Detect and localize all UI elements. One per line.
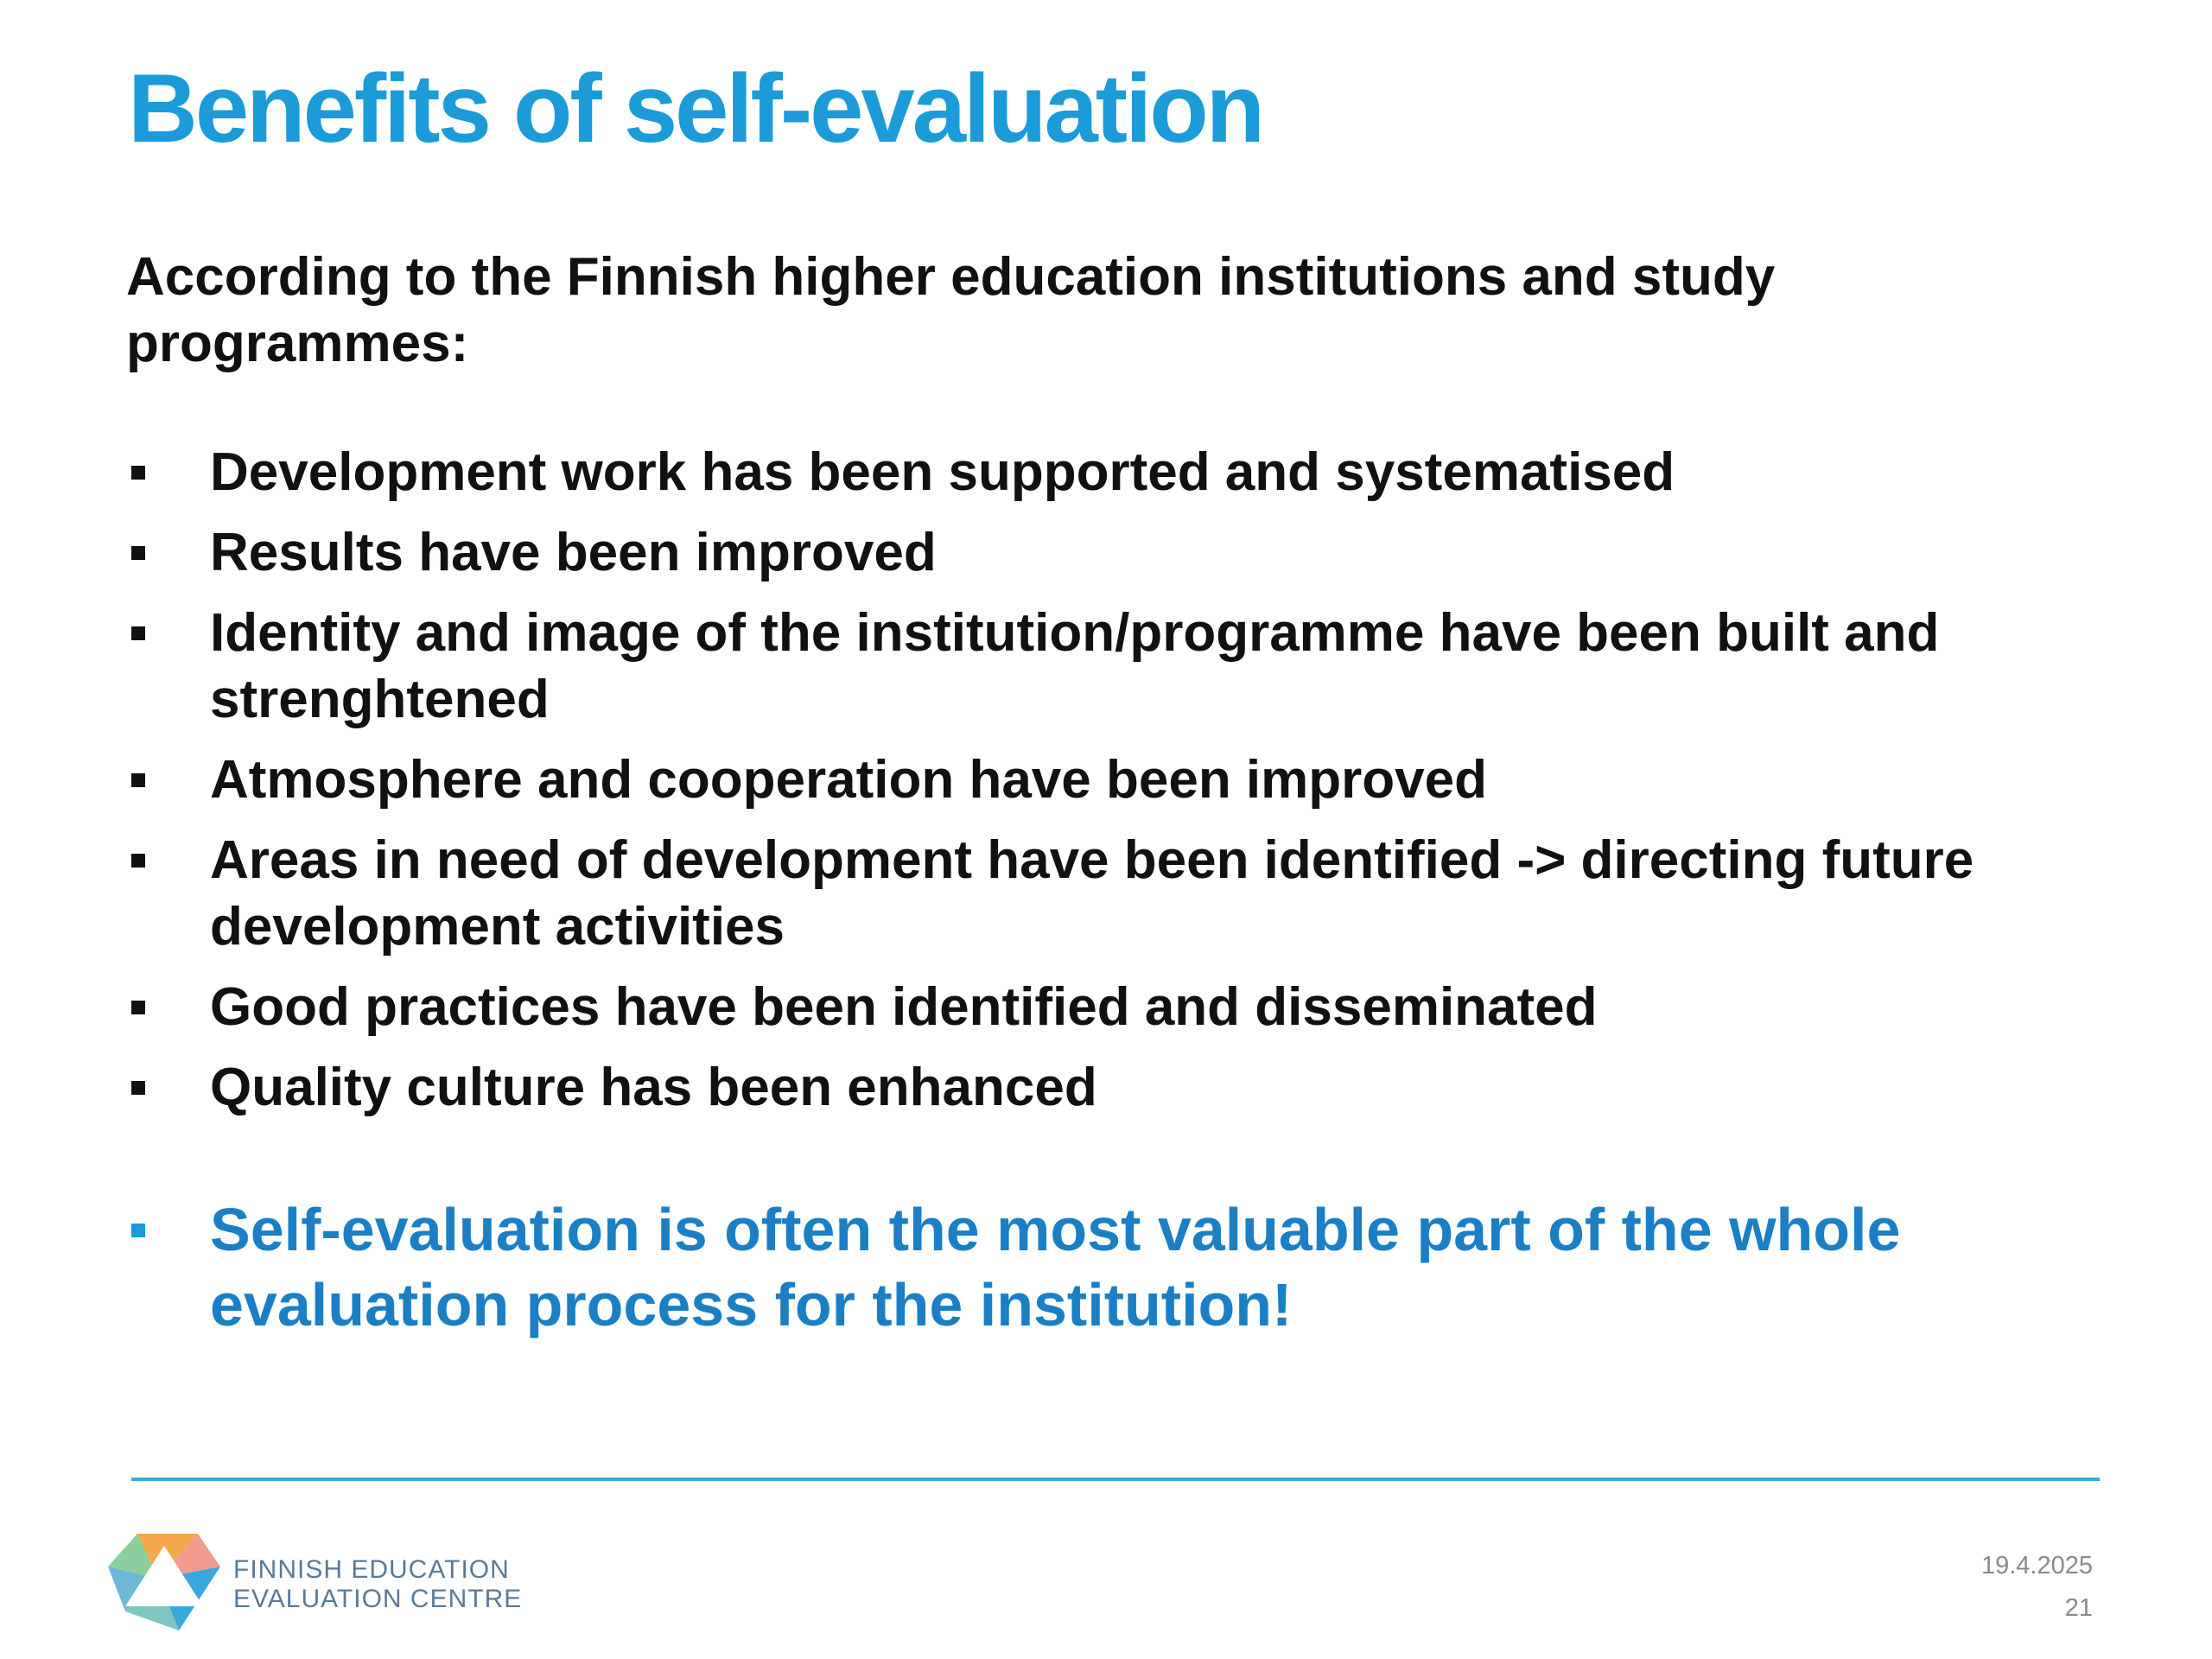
list-item (126, 600, 2113, 733)
list-item (126, 747, 2113, 813)
square-bullet-icon (131, 1224, 145, 1237)
list-item-text: Atmosphere and cooperation have been improved (210, 750, 1487, 810)
square-bullet-icon (131, 1001, 145, 1014)
square-bullet-icon (131, 854, 145, 868)
list-item-text: Good practices have been identified and disseminated (210, 977, 1598, 1037)
list-item (126, 827, 2113, 960)
square-bullet-icon (131, 466, 145, 480)
list-item-text: Areas in need of development have been identified -> directing future development activities (210, 830, 1974, 957)
slide-date: 19.4.2025 (1980, 1552, 2093, 1580)
org-name-line-2: EVALUATION CENTRE (233, 1585, 523, 1613)
list-item (126, 974, 2113, 1040)
square-bullet-icon (131, 773, 145, 787)
list-item (126, 519, 2113, 586)
list-item-text: Quality culture has been enhanced (210, 1058, 1097, 1117)
page-number: 21 (2064, 1594, 2093, 1622)
karvi-triangle-logo-icon (108, 1534, 220, 1630)
list-item (126, 1054, 2113, 1121)
square-bullet-icon (131, 546, 145, 560)
benefits-list (126, 439, 2113, 1135)
organization-logo-text (233, 1555, 522, 1614)
footer-divider (131, 1478, 2100, 1481)
slide-title: Benefits of self-evaluation (128, 54, 1263, 162)
highlight-text: Self-evaluation is often the most valuable part of the whole evaluation process for the institution! (210, 1196, 1901, 1338)
square-bullet-icon (131, 626, 145, 640)
square-bullet-icon (131, 1081, 145, 1095)
highlight-statement (126, 1192, 2113, 1343)
intro-text: According to the Finnish higher education institutions and study programmes: (126, 247, 1776, 373)
org-name-line-1: FINNISH EDUCATION (233, 1555, 510, 1584)
list-item (126, 439, 2113, 505)
list-item-text: Results have been improved (210, 523, 937, 582)
list-item-text: Development work has been supported and systematised (210, 442, 1675, 502)
list-item-text: Identity and image of the institution/programme have been built and strenghtened (210, 603, 1940, 729)
